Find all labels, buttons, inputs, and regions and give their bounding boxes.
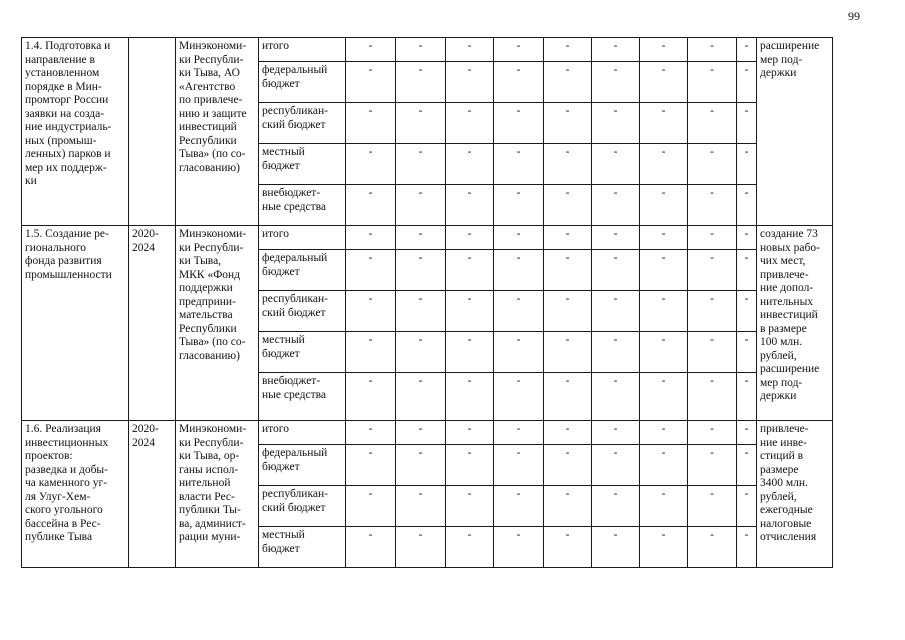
measure-executor: Минэкономи- ки Республи- ки Тыва, ор- ганы испол- нительной власти Рес- публики Ты- ва, админист- рации муни- (176, 421, 259, 568)
funding-value: - (346, 421, 396, 445)
measure-executor: Минэкономи- ки Республи- ки Тыва, АО «Агентство по привлече- нию и защите инвестиций Республики Тыва» (по со- гласованию) (176, 38, 259, 226)
table-row (22, 226, 833, 250)
funding-value: - (688, 527, 737, 568)
funding-source: местный бюджет (259, 144, 346, 185)
funding-source: итого (259, 421, 346, 445)
funding-value: - (544, 486, 592, 527)
funding-value: - (396, 226, 446, 250)
funding-value: - (688, 250, 737, 291)
funding-value: - (544, 144, 592, 185)
funding-value: - (592, 291, 640, 332)
funding-value: - (640, 226, 688, 250)
funding-value: - (640, 527, 688, 568)
funding-value: - (544, 250, 592, 291)
funding-value: - (737, 486, 757, 527)
measure-title: 1.6. Реализация инвестиционных проектов: разведка и добы- ча каменного уг- ля Улуг-Хем- ского угольного бассейна в Рес- публике Тыва (22, 421, 129, 568)
funding-source: местный бюджет (259, 332, 346, 373)
funding-value: - (494, 332, 544, 373)
funding-value: - (346, 226, 396, 250)
funding-value: - (688, 38, 737, 62)
funding-value: - (640, 250, 688, 291)
funding-value: - (346, 144, 396, 185)
funding-source: федеральный бюджет (259, 62, 346, 103)
funding-source: внебюджет- ные средства (259, 373, 346, 421)
funding-value: - (544, 62, 592, 103)
funding-value: - (446, 486, 494, 527)
funding-value: - (592, 38, 640, 62)
funding-value: - (396, 38, 446, 62)
funding-value: - (640, 486, 688, 527)
funding-value: - (446, 445, 494, 486)
funding-value: - (346, 62, 396, 103)
funding-value: - (737, 62, 757, 103)
funding-source: федеральный бюджет (259, 250, 346, 291)
funding-value: - (396, 250, 446, 291)
funding-value: - (396, 103, 446, 144)
funding-value: - (446, 62, 494, 103)
funding-source: республикан- ский бюджет (259, 103, 346, 144)
funding-value: - (494, 226, 544, 250)
funding-value: - (494, 486, 544, 527)
funding-value: - (688, 486, 737, 527)
funding-value: - (446, 332, 494, 373)
funding-value: - (640, 291, 688, 332)
funding-value: - (737, 38, 757, 62)
funding-value: - (494, 103, 544, 144)
funding-value: - (737, 421, 757, 445)
funding-value: - (688, 226, 737, 250)
funding-value: - (737, 332, 757, 373)
funding-value: - (446, 527, 494, 568)
funding-value: - (688, 103, 737, 144)
funding-value: - (592, 250, 640, 291)
funding-value: - (396, 421, 446, 445)
funding-value: - (346, 250, 396, 291)
funding-value: - (396, 445, 446, 486)
funding-value: - (688, 291, 737, 332)
funding-value: - (544, 332, 592, 373)
funding-value: - (544, 103, 592, 144)
funding-value: - (346, 445, 396, 486)
funding-value: - (446, 291, 494, 332)
funding-value: - (737, 226, 757, 250)
measure-result: расширение мер под- держки (757, 38, 833, 226)
funding-value: - (640, 421, 688, 445)
table-row (22, 421, 833, 445)
funding-value: - (640, 373, 688, 421)
measure-result: создание 73 новых рабо- чих мест, привлече- ние допол- нительных инвестиций в размере 100 млн. рублей, расширение мер под- держки (757, 226, 833, 421)
measure-title: 1.4. Подготовка и направление в установленном порядке в Мин- промторг России заявки на созда- ние индустриаль- ных (промыш- ленных) парков и мер их поддерж- ки (22, 38, 129, 226)
measure-years: 2020- 2024 (129, 421, 176, 568)
funding-value: - (446, 38, 494, 62)
funding-value: - (592, 421, 640, 445)
funding-value: - (640, 38, 688, 62)
table-row (22, 38, 833, 62)
funding-value: - (494, 144, 544, 185)
funding-value: - (446, 373, 494, 421)
funding-value: - (737, 527, 757, 568)
funding-value: - (396, 291, 446, 332)
funding-source: итого (259, 38, 346, 62)
funding-value: - (346, 185, 396, 226)
funding-value: - (446, 226, 494, 250)
funding-value: - (640, 62, 688, 103)
funding-value: - (494, 185, 544, 226)
funding-value: - (688, 144, 737, 185)
funding-source: республикан- ский бюджет (259, 291, 346, 332)
funding-value: - (544, 527, 592, 568)
funding-value: - (446, 185, 494, 226)
funding-value: - (737, 103, 757, 144)
funding-value: - (446, 103, 494, 144)
funding-value: - (592, 373, 640, 421)
funding-value: - (494, 250, 544, 291)
funding-source: местный бюджет (259, 527, 346, 568)
funding-value: - (494, 291, 544, 332)
measure-title: 1.5. Создание ре- гионального фонда развития промышленности (22, 226, 129, 421)
funding-value: - (396, 373, 446, 421)
funding-value: - (737, 291, 757, 332)
funding-value: - (544, 226, 592, 250)
funding-value: - (688, 445, 737, 486)
funding-value: - (640, 185, 688, 226)
funding-value: - (688, 62, 737, 103)
funding-value: - (544, 185, 592, 226)
funding-value: - (396, 486, 446, 527)
funding-source: федеральный бюджет (259, 445, 346, 486)
funding-value: - (737, 144, 757, 185)
funding-value: - (592, 144, 640, 185)
funding-value: - (737, 445, 757, 486)
funding-source: внебюджет- ные средства (259, 185, 346, 226)
funding-value: - (544, 445, 592, 486)
funding-value: - (346, 103, 396, 144)
funding-source: итого (259, 226, 346, 250)
funding-value: - (688, 421, 737, 445)
funding-value: - (592, 486, 640, 527)
funding-source: республикан- ский бюджет (259, 486, 346, 527)
funding-value: - (494, 421, 544, 445)
funding-value: - (688, 332, 737, 373)
funding-value: - (640, 103, 688, 144)
funding-value: - (396, 62, 446, 103)
funding-value: - (592, 185, 640, 226)
funding-value: - (737, 185, 757, 226)
funding-value: - (346, 38, 396, 62)
measure-years: 2020- 2024 (129, 226, 176, 421)
funding-value: - (396, 185, 446, 226)
funding-value: - (446, 250, 494, 291)
funding-value: - (446, 421, 494, 445)
funding-value: - (737, 373, 757, 421)
funding-value: - (544, 291, 592, 332)
funding-value: - (346, 291, 396, 332)
funding-value: - (688, 373, 737, 421)
funding-value: - (592, 332, 640, 373)
funding-value: - (396, 144, 446, 185)
page-number: 99 (848, 9, 860, 23)
funding-value: - (396, 527, 446, 568)
funding-value: - (592, 62, 640, 103)
measure-years (129, 38, 176, 226)
funding-value: - (446, 144, 494, 185)
funding-value: - (544, 38, 592, 62)
funding-value: - (494, 38, 544, 62)
funding-value: - (346, 486, 396, 527)
table-body (22, 38, 833, 568)
funding-value: - (494, 445, 544, 486)
funding-value: - (592, 445, 640, 486)
funding-value: - (688, 185, 737, 226)
funding-value: - (494, 62, 544, 103)
funding-value: - (544, 421, 592, 445)
funding-value: - (346, 373, 396, 421)
funding-value: - (494, 373, 544, 421)
funding-value: - (640, 445, 688, 486)
funding-value: - (737, 250, 757, 291)
funding-value: - (396, 332, 446, 373)
funding-value: - (494, 527, 544, 568)
funding-value: - (640, 332, 688, 373)
funding-value: - (592, 226, 640, 250)
measures-table (21, 37, 833, 568)
funding-value: - (640, 144, 688, 185)
funding-value: - (346, 527, 396, 568)
measure-result: привлече- ние инве- стиций в размере 3400 млн. рублей, ежегодные налоговые отчисления (757, 421, 833, 568)
funding-value: - (592, 527, 640, 568)
measure-executor: Минэкономи- ки Республи- ки Тыва, МКК «Фонд поддержки предприни- мательства Республики Тыва» (по со- гласованию) (176, 226, 259, 421)
funding-value: - (592, 103, 640, 144)
funding-value: - (346, 332, 396, 373)
funding-value: - (544, 373, 592, 421)
